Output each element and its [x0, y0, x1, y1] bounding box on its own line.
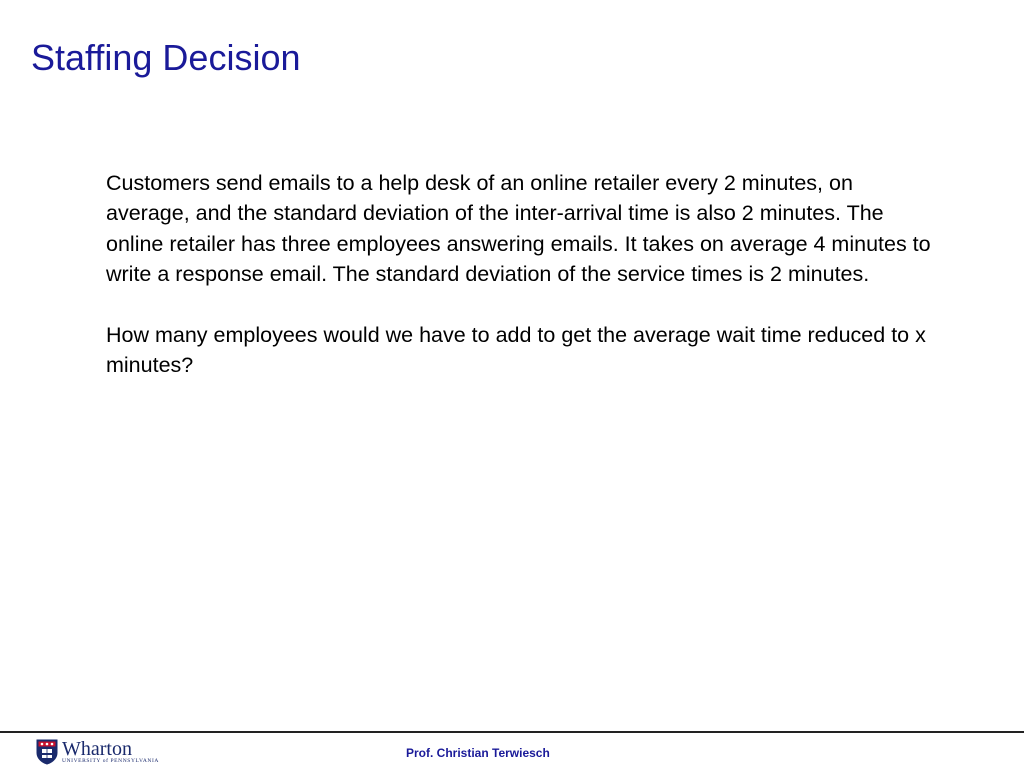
- slide-title: Staffing Decision: [31, 37, 301, 78]
- footer-author: Prof. Christian Terwiesch: [406, 746, 550, 760]
- footer-divider: [0, 731, 1024, 733]
- logo-name: Wharton: [62, 737, 132, 760]
- question-paragraph: How many employees would we have to add to get the average wait time reduced to x minutes?: [106, 323, 926, 378]
- slide-body: [106, 168, 936, 381]
- problem-statement-paragraph: Customers send emails to a help desk of an online retailer every 2 minutes, on average, and the standard deviation of the inter-arrival time is also 2 minutes. The online retailer has three employees answering emails. It takes on average 4 minutes to write a response email. The standard deviation of the service times is 2 minutes.: [106, 171, 931, 287]
- logo-wordmark: [62, 737, 159, 765]
- logo-subtitle: UNIVERSITY of PENNSYLVANIA: [62, 757, 159, 764]
- penn-shield-icon: [36, 739, 58, 765]
- wharton-logo: [36, 738, 159, 766]
